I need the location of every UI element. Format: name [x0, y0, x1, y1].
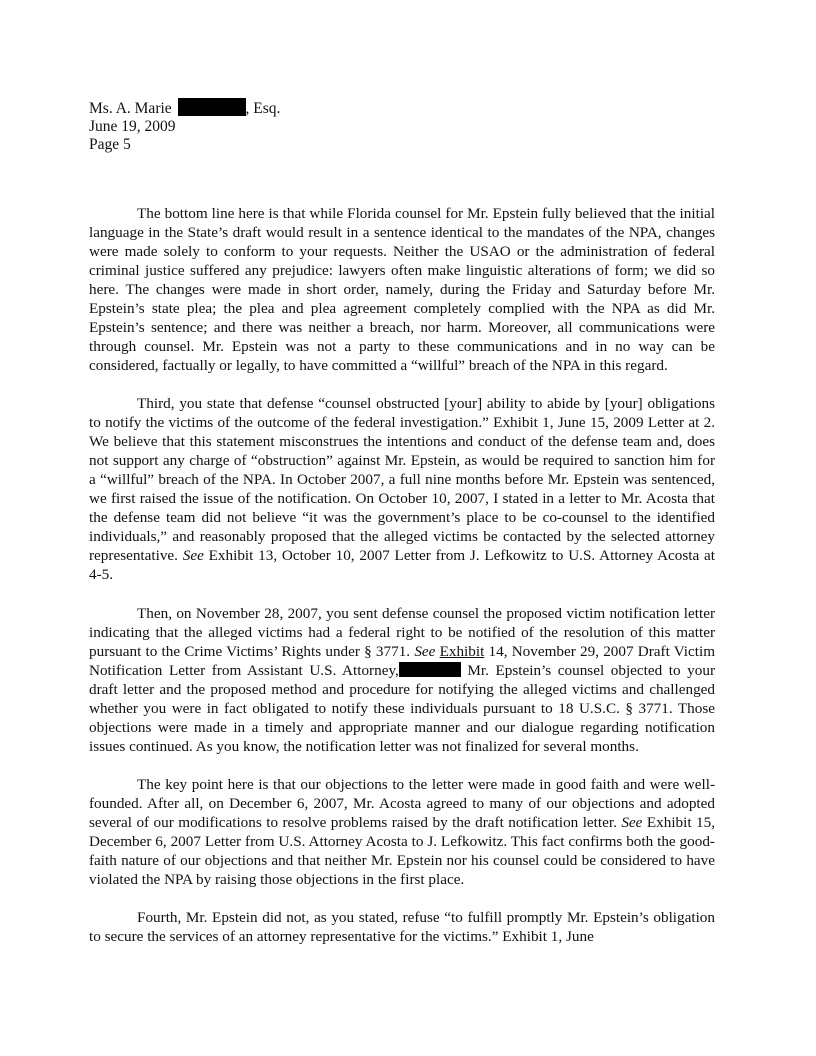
signal-see: See [621, 814, 643, 831]
paragraph-text: Then, on November 28, 2007, you sent defense counsel the proposed victim notification letter indicating that the alleged victims had a federal right to be notified of the resolution of this matter pursuant to the Crime Victims’ Rights under § 3771. [89, 605, 715, 660]
recipient-suffix: , Esq. [245, 100, 281, 117]
paragraph-text: Exhibit 13, October 10, 2007 Letter from J. Lefkowitz to U.S. Attorney Acosta at 4-5. [89, 547, 716, 583]
signal-see: See [182, 547, 204, 564]
letter-header [89, 98, 280, 154]
paragraph-text: 14, November 29, 2007 Draft Victim Notification Letter from Assistant U.S. Attorney, [89, 643, 716, 679]
paragraph-text: Third, you state that defense “counsel obstructed [your] ability to abide by [your] obligations to notify the victims of the outcome of the federal investigation.” Exhibit 1, June 15, 2009 Letter at 2. We believe that this statement misconstrues the intentions and conduct of the defense team and, does not support any charge of “obstruction” against Mr. Epstein, as would be required to sanction him for a “willful” breach of the NPA. In October 2007, a full nine months before Mr. Epstein was sentenced, we first raised the issue of the notification. On October 10, 2007, I stated in a letter to Mr. Acosta that the defense team did not believe “it was the government’s place to be co-counsel to the identified individuals,” and reasonably proposed that the alleged victims be contacted by the selected attorney representative. [89, 395, 715, 564]
letter-body [89, 204, 715, 965]
paragraph-key-point [89, 775, 715, 889]
paragraph-third-point [89, 394, 715, 584]
paragraph-fourth-point: Fourth, Mr. Epstein did not, as you stated, refuse “to fulfill promptly Mr. Epstein’s obligation to secure the services of an attorney representative for the victims.” Exhibit 1, June [89, 909, 715, 945]
letter-date: June 19, 2009 [89, 118, 176, 135]
page-number: Page 5 [89, 136, 131, 153]
recipient-name: Ms. A. Marie [89, 100, 172, 117]
redaction-box [178, 98, 246, 116]
paragraph-text: The key point here is that our objections to the letter were made in good faith and were well-founded. After all, on December 6, 2007, Mr. Acosta agreed to many of our objections and adopted several of our modifications to resolve problems raised by the draft notification letter. [89, 776, 715, 831]
recipient-line [89, 98, 280, 118]
paragraph-text: Exhibit 15, December 6, 2007 Letter from U.S. Attorney Acosta to J. Lefkowitz. This fact confirms both the good-faith nature of our objections and that neither Mr. Epstein nor his counsel could be considered to have violated the NPA by raising those objections in the first place. [89, 814, 716, 888]
exhibit-underline: Exhibit [439, 643, 485, 660]
paragraph-november-letter [89, 604, 715, 756]
signal-see: See [414, 643, 436, 660]
redaction-box [399, 662, 461, 677]
paragraph-bottom-line: The bottom line here is that while Florida counsel for Mr. Epstein fully believed that the initial language in the State’s draft would result in a sentence identical to the mandates of the NPA, changes were made solely to conform to your requests. Neither the USAO or the administration of federal criminal justice suffered any prejudice: lawyers often make linguistic alterations of form; we did so here. The changes were made in short order, namely, during the Friday and Saturday before Mr. Epstein’s state plea; the plea and plea agreement completely complied with the NPA as did Mr. Epstein’s sentence; and there was neither a breach, nor harm. Moreover, all communications were through counsel. Mr. Epstein was not a party to these communications and in no way can be considered, factually or legally, to have committed a “willful” breach of the NPA in this regard. [89, 205, 715, 374]
paragraph-text: Mr. Epstein’s counsel objected to your draft letter and the proposed method and procedure for notifying the alleged victims and challenged whether you were in fact obligated to notify these individuals pursuant to 18 U.S.C. § 3771. Those objections were made in a timely and appropriate manner and our dialogue regarding notification issues continued. As you know, the notification letter was not finalized for several months. [89, 662, 715, 755]
